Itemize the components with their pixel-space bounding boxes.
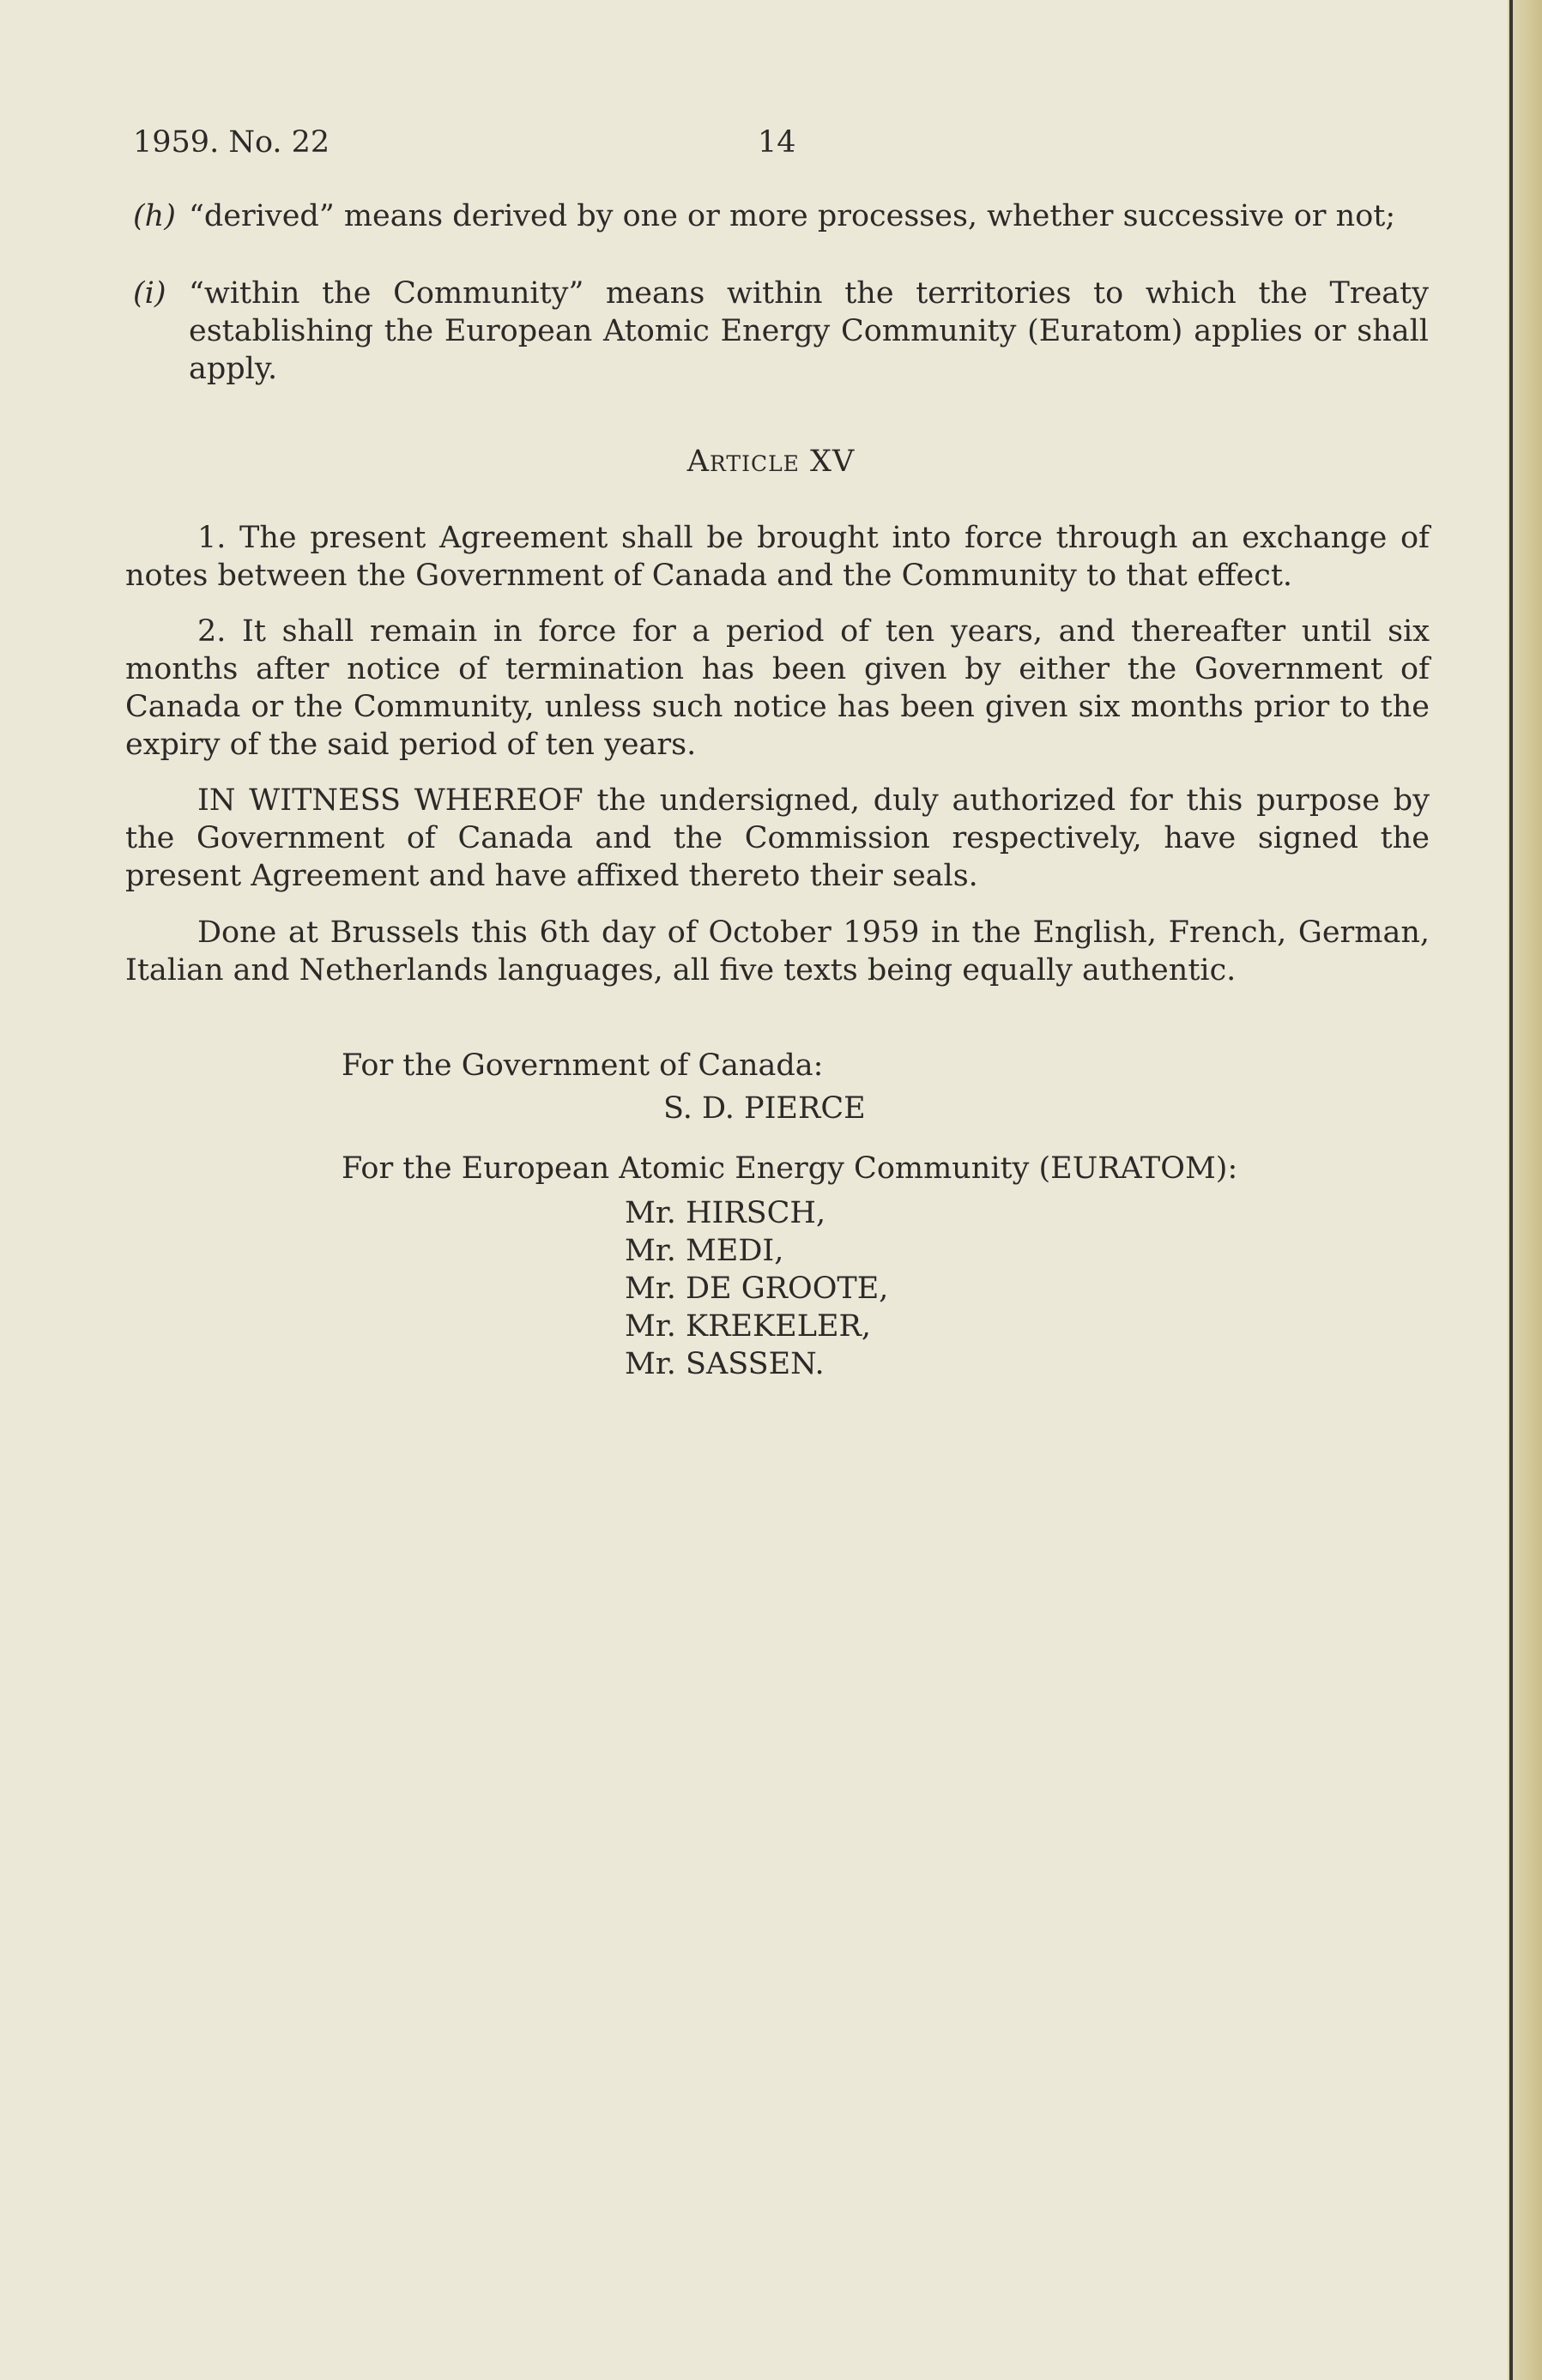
definition-text: “derived” means derived by one or more processes, whether successive or not; <box>189 199 1396 233</box>
paragraph-2: 2. It shall remain in force for a period of ten years, and thereafter until six months after notice of termination has been given by either the Government of Canada or the Community, unless such notice has been given six months prior to the expiry of the said period of ten years. <box>125 614 1430 762</box>
definition-label: (i) <box>133 276 166 311</box>
running-header <box>133 125 796 160</box>
definition-text: “within the Community” means within the territories to which the Treaty establishing the European Atomic Energy Community (Euratom) applies or shall apply. <box>189 276 1429 386</box>
euratom-signatory: Mr. SASSEN. <box>625 1347 825 1381</box>
header-citation: 1959. No. 22 <box>133 125 330 160</box>
page-edge <box>1508 0 1542 2380</box>
definition-label: (h) <box>133 199 176 233</box>
page-number: 14 <box>758 125 796 160</box>
euratom-label: For the European Atomic Energy Community (EURATOM): <box>342 1151 1238 1186</box>
binding-line <box>1509 0 1513 2380</box>
article-heading: Article XV <box>686 444 856 479</box>
euratom-signatory: Mr. HIRSCH, <box>625 1196 826 1230</box>
euratom-signatory: Mr. KREKELER, <box>625 1309 871 1344</box>
canada-signatory: S. D. PIERCE <box>663 1091 866 1126</box>
euratom-signatory: Mr. DE GROOTE, <box>625 1272 889 1306</box>
witness-paragraph: IN WITNESS WHEREOF the undersigned, duly authorized for this purpose by the Government of Canada and the Commission respectively, have signed the present Agreement and have affixed thereto their seals. <box>125 783 1430 893</box>
definition-i <box>133 275 1429 388</box>
euratom-signatory: Mr. MEDI, <box>625 1234 784 1268</box>
definition-h <box>133 197 1429 235</box>
paragraph-1: 1. The present Agreement shall be brought into force through an exchange of notes between the Government of Canada and the Community to that effect. <box>125 521 1430 593</box>
done-paragraph: Done at Brussels this 6th day of October 1959 in the English, French, German, Italian and Netherlands languages, all five texts being equally authentic. <box>125 915 1430 988</box>
canada-label: For the Government of Canada: <box>342 1048 824 1083</box>
